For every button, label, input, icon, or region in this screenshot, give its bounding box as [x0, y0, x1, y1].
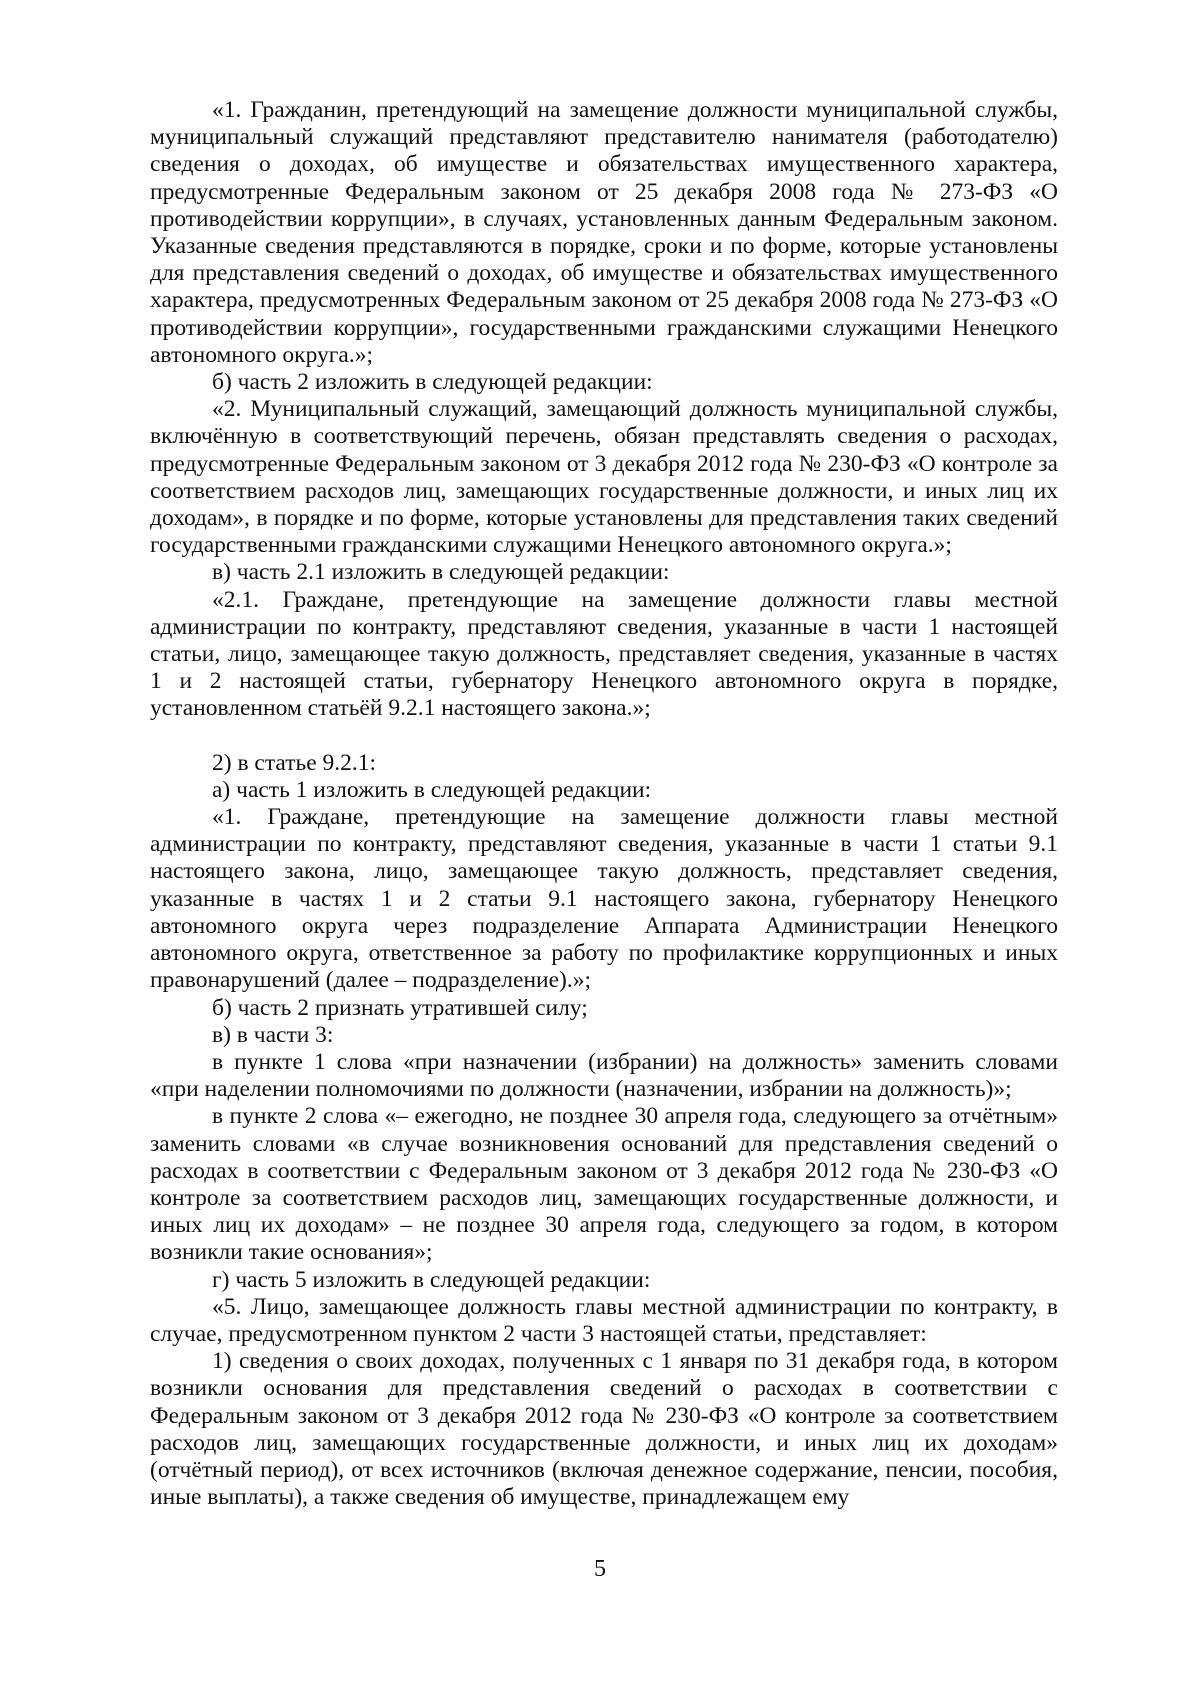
paragraph-v-heading: в) часть 2.1 изложить в следующей редакции: [212, 559, 670, 586]
paragraph-part2-1-text: «2.1. Граждане, претендующие на замещение должности главы местной администрации по контракту, представляют сведения, указанные в части 1 настоящей статьи, лицо, замещающее такую должность, представляет сведения, указанные в частях 1 и 2 настоящей статьи, губернатору Ненецкого автономного округа в порядке, установленном статьёй 9.2.1 настоящего закона.»; [150, 586, 1058, 722]
paragraph-part2-text: «2. Муниципальный служащий, замещающий должность муниципальной службы, включённую в соответствующий перечень, обязан представлять сведения о расходах, предусмотренные Федеральным законом от 3 декабря 2012 года № 230-ФЗ «О контроле за соответствием расходов лиц, замещающих государственные должности, и иных лиц их доходам», в порядке и по форме, которые установлены для представления таких сведений государственными гражданскими служащими Ненецкого автономного округа.»; [150, 396, 1058, 559]
page-number: 5 [594, 1556, 606, 1582]
paragraph-9-2-1-part1-text: «1. Граждане, претендующие на замещение должности главы местной администрации по контракту, представляют сведения, указанные в части 1 статьи 9.1 настоящего закона, лицо, замещающее такую должность, представляет сведения, указанные в частях 1 и 2 статьи 9.1 настоящего закона, губернатору Ненецкого автономного округа через подразделение Аппарата Администрации Ненецкого автономного округа, ответственное за работу по профилактике коррупционных и иных правонарушений (далее – подразделение).»; [150, 804, 1058, 994]
paragraph-part1-text: «1. Гражданин, претендующий на замещение должности муниципальной службы, муниципальный служащий представляют представителю нанимателя (работодателю) сведения о доходах, об имуществе и обязательствах имущественного характера, предусмотренные Федеральным законом от 25 декабря 2008 года № 273-ФЗ «О противодействии коррупции», в случаях, установленных данным Федеральным законом. Указанные сведения представляются в порядке, сроки и по форме, которые установлены для представления сведений о доходах, об имуществе и обязательствах имущественного характера, предусмотренных Федеральным законом от 25 декабря 2008 года № 273-ФЗ «О противодействии коррупции», государственными гражданскими служащими Ненецкого автономного округа.»; [150, 97, 1058, 368]
paragraph-point2-change: в пункте 2 слова «– ежегодно, не позднее 30 апреля года, следующего за отчётным» заменить словами «в случае возникновения оснований для представления сведений о расходах в соответствии с Федеральным законом от 3 декабря 2012 года № 230-ФЗ «О контроле за соответствием расходов лиц, замещающих государственные должности, и иных лиц их доходам» – не позднее 30 апреля года, следующего за годом, в котором возникли такие основания»; [150, 1103, 1058, 1266]
paragraph-b-heading: б) часть 2 изложить в следующей редакции: [212, 369, 653, 396]
paragraph-subpoint1-text: 1) сведения о своих доходах, полученных с 1 января по 31 декабря года, в котором возникли основания для представления сведений о расходах в соответствии с Федеральным законом от 3 декабря 2012 года № 230-ФЗ «О контроле за соответствием расходов лиц, замещающих государственные должности, и иных лиц их доходам» (отчётный период), от всех источников (включая денежное содержание, пенсии, пособия, иные выплаты), а также сведения об имуществе, принадлежащем ему [150, 1348, 1058, 1511]
paragraph-g-heading: г) часть 5 изложить в следующей редакции: [212, 1266, 651, 1293]
paragraph-gap [150, 723, 1058, 750]
paragraph-part3-heading: в) в части 3: [212, 1021, 334, 1048]
paragraph-point1-change: в пункте 1 слова «при назначении (избрании) на должность» заменить словами «при наделении полномочиями по должности (назначении, избрании на должность)»; [150, 1048, 1058, 1103]
paragraph-part5-text: «5. Лицо, замещающее должность главы местной администрации по контракту, в случае, предусмотренном пунктом 2 части 3 настоящей статьи, представляет: [150, 1293, 1058, 1347]
body-text [150, 97, 1058, 1511]
paragraph-a-heading: а) часть 1 изложить в следующей редакции: [212, 776, 652, 803]
paragraph-part2-repeal: б) часть 2 признать утратившей силу; [212, 994, 588, 1021]
paragraph-article-9-2-1: 2) в статье 9.2.1: [212, 749, 377, 776]
